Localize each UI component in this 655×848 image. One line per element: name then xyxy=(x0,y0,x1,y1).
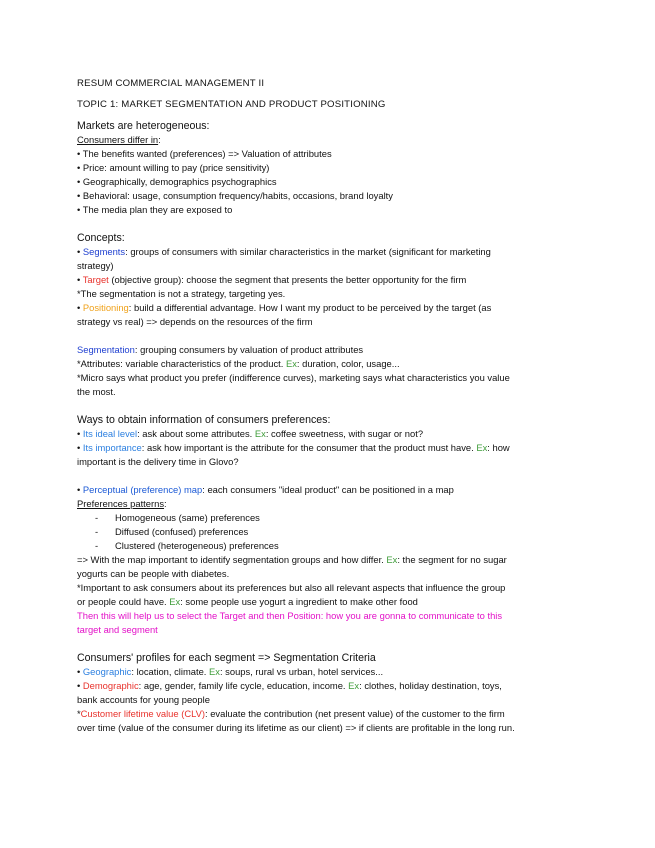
pattern-text: Homogeneous (same) preferences xyxy=(115,512,260,523)
list-item: • Behavioral: usage, consumption frequency/habits, occasions, brand loyalty xyxy=(77,190,393,201)
dash: - xyxy=(95,526,99,537)
segments-definition xyxy=(77,245,577,259)
important-note: *Important to ask consumers about its preferences but also all relevant aspects that influence the group xyxy=(77,582,506,593)
ideal-level-pre: : ask about some attributes. xyxy=(137,428,255,439)
example-label: Ex xyxy=(209,666,220,677)
example-label: Ex xyxy=(169,596,181,607)
positioning-text: : build a differential advantage. How I want my product to be perceived by the target (as xyxy=(128,302,492,313)
bullet: • xyxy=(77,442,83,453)
list-item: • Geographically, demographics psychographics xyxy=(77,176,277,187)
demographic-item xyxy=(77,679,577,693)
perceptual-map-item xyxy=(77,483,577,497)
target-definition xyxy=(77,273,577,287)
positioning-term: Positioning xyxy=(82,302,129,313)
segmentation-definition xyxy=(77,343,577,357)
pattern-text: Diffused (confused) preferences xyxy=(115,526,249,537)
bullet: • xyxy=(77,484,83,495)
target-text: (objective group): choose the segment that presents the better opportunity for the firm xyxy=(108,274,467,285)
important-pre: or people could have. xyxy=(77,596,170,607)
segmentation-term: Segmentation xyxy=(77,344,135,355)
bullet: • xyxy=(77,246,83,257)
pattern-item xyxy=(77,511,595,525)
demographic-term: Demographic xyxy=(82,680,139,691)
perceptual-map-text: : each consumers "ideal product" can be positioned in a map xyxy=(202,484,454,495)
clv-item-cont: over time (value of the consumer during its lifetime as our client) => if clients are profitable in the long run. xyxy=(77,722,515,733)
map-note-pre: => With the map important to identify segmentation groups and how differ. xyxy=(77,554,387,565)
bullet: • xyxy=(77,274,83,285)
list-item: • The media plan they are exposed to xyxy=(77,204,233,215)
example-label: Ex xyxy=(285,358,297,369)
segments-term: Segments xyxy=(82,246,126,257)
concepts-heading: Concepts: xyxy=(77,232,125,244)
consumers-differ-text: Consumers differ in xyxy=(77,134,159,145)
geographic-item xyxy=(77,665,577,679)
example-label: Ex xyxy=(476,442,488,453)
important-post: : some people use yogurt a ingredient to make other food xyxy=(180,596,418,607)
importance-item xyxy=(77,441,577,455)
target-term: Target xyxy=(82,274,109,285)
colon: : xyxy=(164,498,167,509)
micro-note-cont: the most. xyxy=(77,386,116,397)
perceptual-map-term: Perceptual (preference) map xyxy=(82,484,203,495)
important-note-cont xyxy=(77,595,577,609)
importance-post: : how xyxy=(487,442,510,453)
ways-heading: Ways to obtain information of consumers preferences: xyxy=(77,414,331,426)
bullet: • xyxy=(77,428,83,439)
geographic-post: : soups, rural vs urban, hotel services... xyxy=(219,666,384,677)
markets-heading: Markets are heterogeneous: xyxy=(77,120,210,132)
clv-item xyxy=(77,707,577,721)
positioning-definition xyxy=(77,301,577,315)
list-item: • Price: amount willing to pay (price sensitivity) xyxy=(77,162,270,173)
highlight-note-cont: target and segment xyxy=(77,624,158,635)
list-item: • The benefits wanted (preferences) => Valuation of attributes xyxy=(77,148,332,159)
map-note xyxy=(77,553,577,567)
preferences-patterns-label xyxy=(77,497,577,511)
pattern-text: Clustered (heterogeneous) preferences xyxy=(115,540,279,551)
bullet: • xyxy=(77,680,83,691)
micro-note: *Micro says what product you prefer (indifference curves), marketing says what characteristics you value xyxy=(77,372,510,383)
importance-term: Its importance xyxy=(82,442,142,453)
ideal-level-post: : coffee sweetness, with sugar or not? xyxy=(265,428,424,439)
highlight-note: Then this will help us to select the Target and then Position: how you are gonna to communicate to this xyxy=(77,610,503,621)
ideal-level-item xyxy=(77,427,577,441)
clv-term: Customer lifetime value (CLV) xyxy=(80,708,205,719)
dash: - xyxy=(95,512,99,523)
importance-pre: : ask how important is the attribute for the consumer that the product must have. xyxy=(141,442,477,453)
document-title: RESUM COMMERCIAL MANAGEMENT II xyxy=(77,78,265,89)
attributes-note xyxy=(77,357,577,371)
segments-text-cont: strategy) xyxy=(77,260,114,271)
colon: : xyxy=(158,134,161,145)
map-note-post: : the segment for no sugar xyxy=(397,554,507,565)
demographic-pre: : age, gender, family life cycle, education, income. xyxy=(138,680,349,691)
attributes-post: : duration, color, usage... xyxy=(296,358,400,369)
bullet: • xyxy=(77,666,83,677)
demographic-item-cont: bank accounts for young people xyxy=(77,694,210,705)
preferences-patterns-text: Preferences patterns xyxy=(77,498,165,509)
pattern-item xyxy=(77,539,595,553)
example-label: Ex xyxy=(254,428,266,439)
importance-item-cont: important is the delivery time in Glovo? xyxy=(77,456,239,467)
demographic-post: : clothes, holiday destination, toys, xyxy=(359,680,502,691)
dash: - xyxy=(95,540,99,551)
geographic-pre: : location, climate. xyxy=(131,666,209,677)
geographic-term: Geographic xyxy=(82,666,132,677)
bullet: • xyxy=(77,302,83,313)
attributes-pre: *Attributes: variable characteristics of the product. xyxy=(77,358,286,369)
profiles-heading: Consumers' profiles for each segment => Segmentation Criteria xyxy=(77,652,376,664)
segmentation-text: : grouping consumers by valuation of product attributes xyxy=(134,344,364,355)
ideal-level-term: Its ideal level xyxy=(82,428,138,439)
example-label: Ex xyxy=(348,680,360,691)
asterisk: * xyxy=(77,708,81,719)
example-label: Ex xyxy=(386,554,398,565)
map-note-cont: yogurts can be people with diabetes. xyxy=(77,568,230,579)
target-note: *The segmentation is not a strategy, targeting yes. xyxy=(77,288,286,299)
topic-heading: TOPIC 1: MARKET SEGMENTATION AND PRODUCT POSITIONING xyxy=(77,99,386,110)
pattern-item xyxy=(77,525,595,539)
clv-text: : evaluate the contribution (net present value) of the customer to the firm xyxy=(205,708,505,719)
consumers-differ-label xyxy=(77,133,577,147)
segments-text: : groups of consumers with similar characteristics in the market (significant for marketing xyxy=(125,246,491,257)
positioning-text-cont: strategy vs real) => depends on the resources of the firm xyxy=(77,316,313,327)
